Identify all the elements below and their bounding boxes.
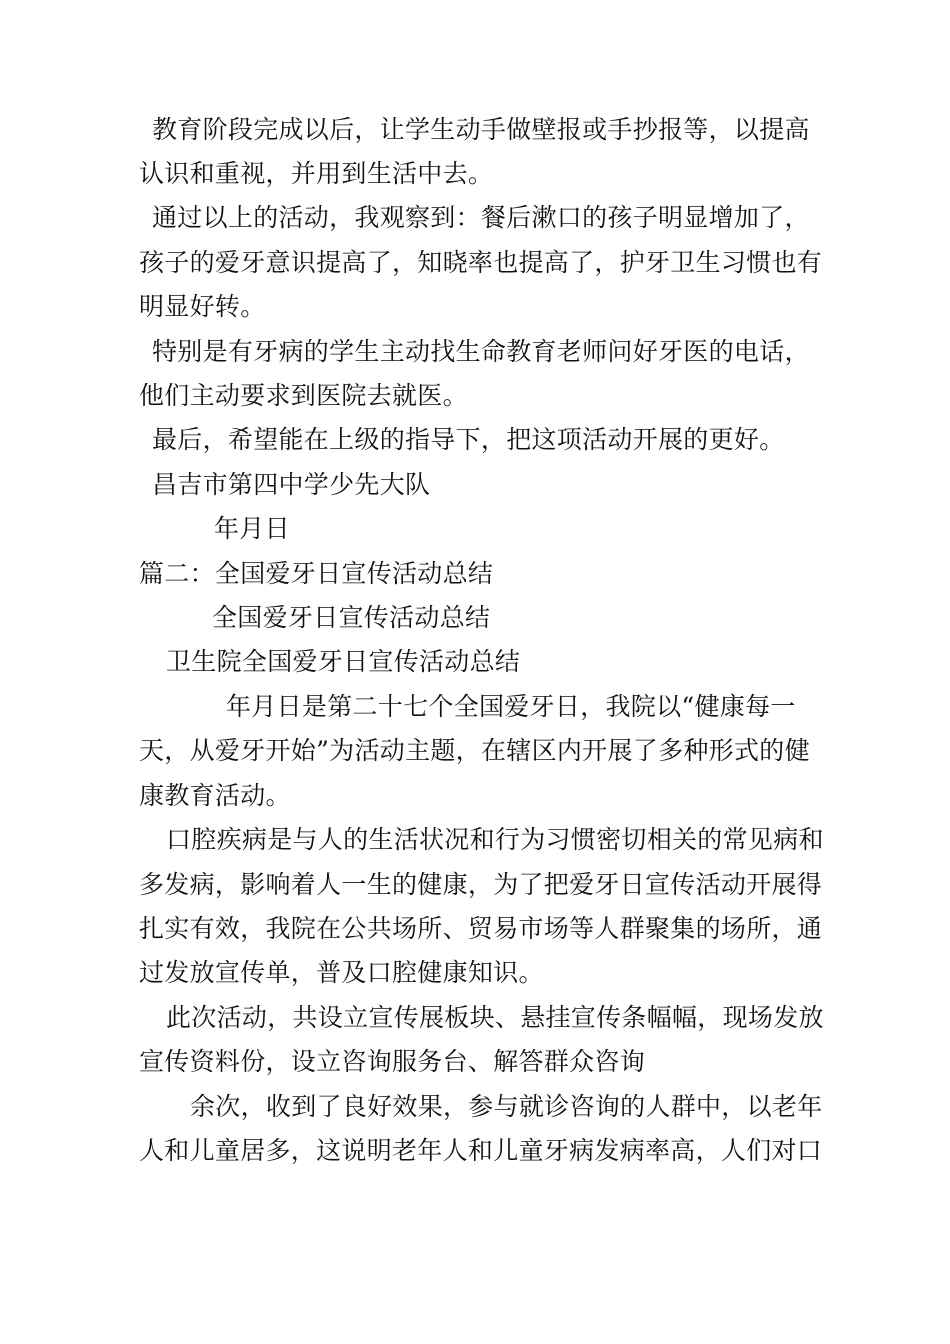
text-line: 天，从爱牙开始”为活动主题，在辖区内开展了多种形式的健 [139,736,810,765]
text-line: 他们主动要求到医院去就医。 [139,381,468,410]
signature-date: 年月日 [214,514,290,543]
text-line: 年月日是第二十七个全国爱牙日，我院以“健康每一 [226,692,796,721]
text-line: 此次活动，共设立宣传展板块、悬挂宣传条幅幅，现场发放 [166,1003,824,1032]
text-line: 多发病，影响着人一生的健康，为了把爱牙日宣传活动开展得 [139,870,823,899]
text-line: 孩子的爱牙意识提高了，知晓率也提高了，护牙卫生习惯也有 [139,248,823,277]
article-title: 全国爱牙日宣传活动总结 [212,603,491,632]
text-line: 特别是有牙病的学生主动找生命教育老师问好牙医的电话， [152,337,810,366]
text-line: 余次，收到了良好效果，参与就诊咨询的人群中，以老年 [190,1092,823,1121]
text-line: 过发放宣传单，普及口腔健康知识。 [139,958,544,987]
text-line: 最后，希望能在上级的指导下，把这项活动开展的更好。 [152,425,785,454]
signature-org: 昌吉市第四中学少先大队 [152,470,431,499]
text-line: 教育阶段完成以后，让学生动手做壁报或手抄报等，以提高 [152,115,810,144]
article-subtitle: 卫生院全国爱牙日宣传活动总结 [166,647,521,676]
section-heading: 篇二：全国爱牙日宣传活动总结 [139,559,494,588]
text-line: 明显好转。 [139,292,266,321]
text-line: 人和儿童居多，这说明老年人和儿童牙病发病率高，人们对口 [139,1136,823,1165]
text-line: 认识和重视，并用到生活中去。 [139,159,494,188]
text-line: 宣传资料份，设立咨询服务台、解答群众咨询 [139,1047,646,1076]
text-line: 康教育活动。 [139,781,291,810]
text-line: 口腔疾病是与人的生活状况和行为习惯密切相关的常见病和 [166,825,824,854]
text-line: 通过以上的活动，我观察到：餐后漱口的孩子明显增加了， [152,203,810,232]
text-line: 扎实有效，我院在公共场所、贸易市场等人群聚集的场所，通 [139,914,823,943]
